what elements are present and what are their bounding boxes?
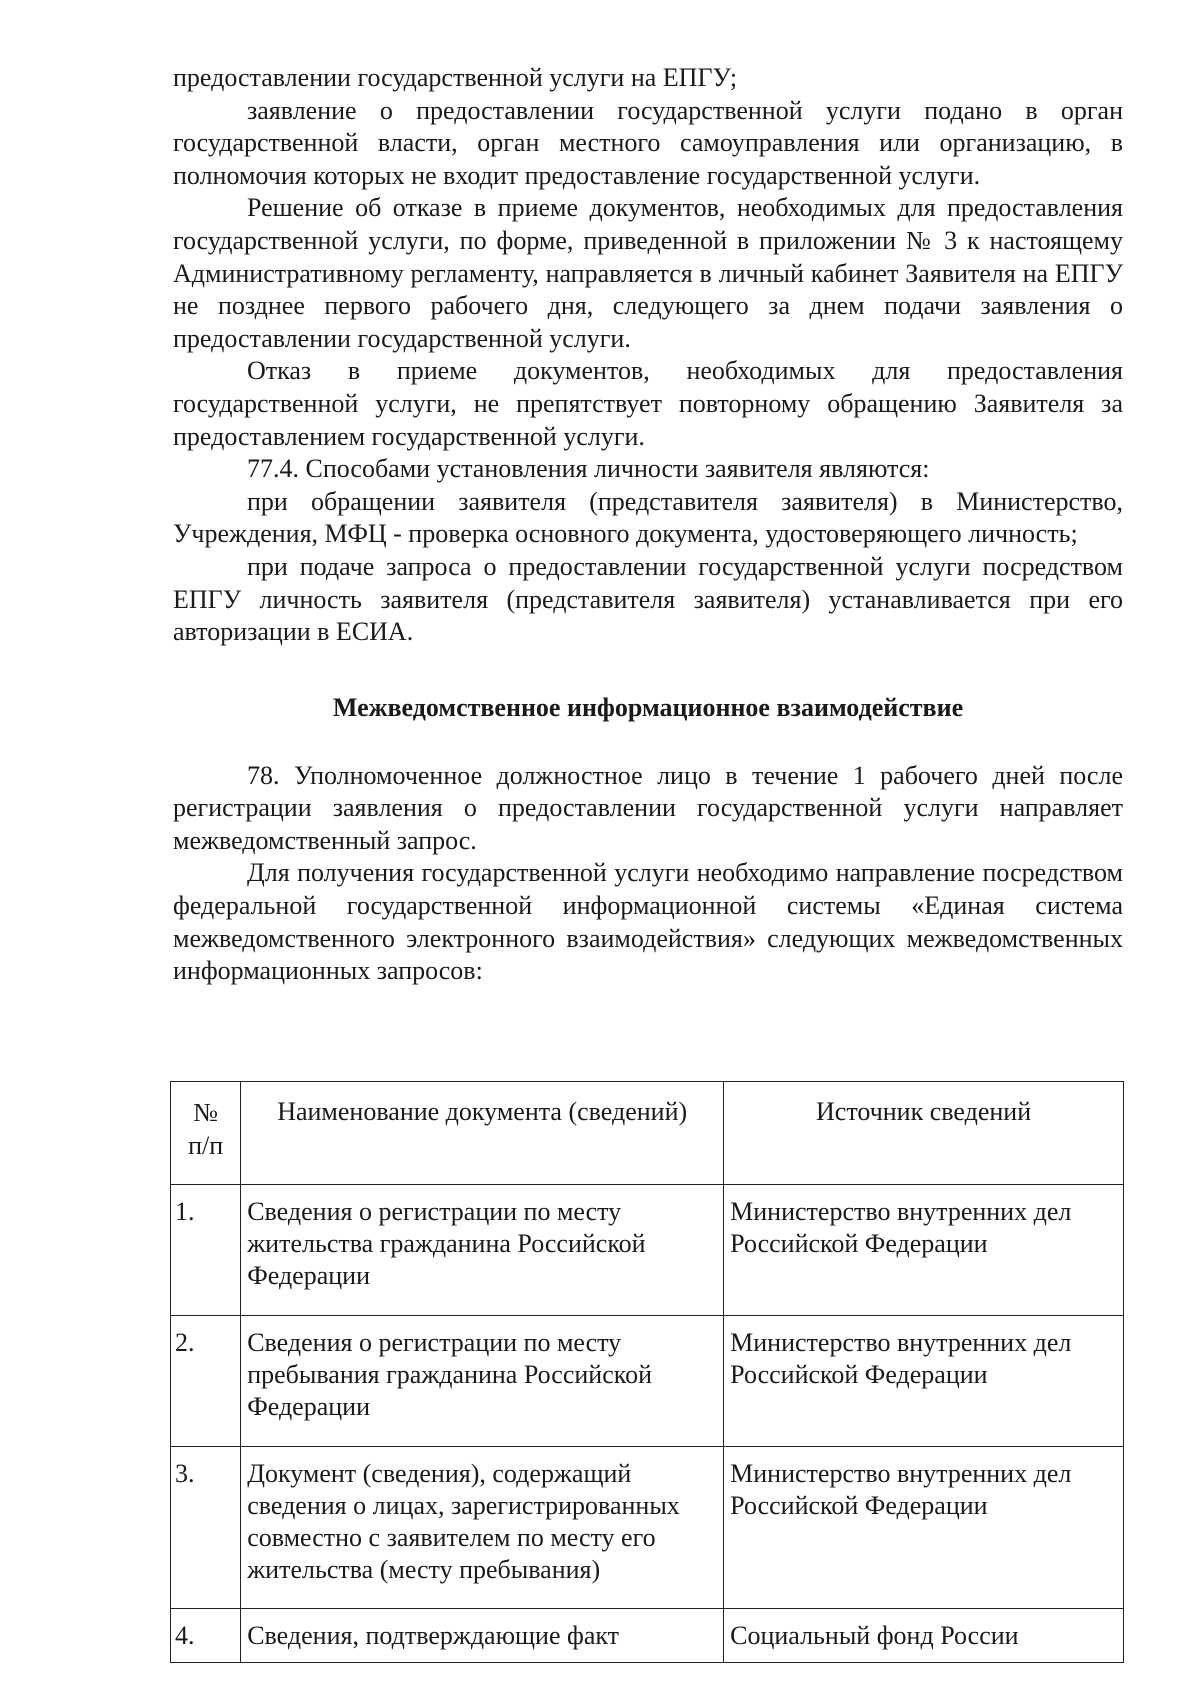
- table-row: [171, 1185, 1124, 1316]
- row-document-name: Сведения о регистрации по месту пребывания гражданина Российской Федерации: [241, 1316, 724, 1447]
- row-source: Министерство внутренних дел Российской Федерации: [724, 1185, 1124, 1316]
- interagency-requests-table: [170, 1081, 1124, 1663]
- table-row: [171, 1609, 1124, 1663]
- row-number: 2.: [171, 1316, 241, 1447]
- row-source: Министерство внутренних дел Российской Федерации: [724, 1447, 1124, 1609]
- document-page: [173, 62, 1123, 988]
- header-number-abbr: п/п: [188, 1131, 224, 1160]
- row-source: Министерство внутренних дел Российской Федерации: [724, 1316, 1124, 1447]
- header-name-cell: Наименование документа (сведений): [241, 1082, 724, 1185]
- header-source-cell: Источник сведений: [724, 1082, 1124, 1185]
- row-document-name: Сведения о регистрации по месту жительства гражданина Российской Федерации: [241, 1185, 724, 1316]
- row-document-name: Документ (сведения), содержащий сведения о лицах, зарегистрированных совместно с заявителем по месту его жительства (месту пребывания): [241, 1447, 724, 1609]
- header-number-sign: №: [193, 1098, 219, 1127]
- paragraph: Решение об отказе в приеме документов, необходимых для предоставления государственной услуги, по форме, приведенной в приложении № 3 к настоящему Административному регламенту, направляется в личный кабинет Заявителя на ЕПГУ не позднее первого рабочего дня, следующего за днем подачи заявления о предоставлении государственной услуги.: [173, 193, 1123, 353]
- table-row: [171, 1316, 1124, 1447]
- paragraph: предоставлении государственной услуги на ЕПГУ;: [173, 63, 738, 92]
- row-number: 4.: [171, 1609, 241, 1663]
- paragraph: при обращении заявителя (представителя заявителя) в Министерство, Учреждения, МФЦ - проверка основного документа, удостоверяющего личность;: [173, 486, 1123, 549]
- table-header-row: [171, 1082, 1124, 1185]
- header-number-cell: [171, 1082, 241, 1185]
- row-source: Социальный фонд России: [724, 1609, 1124, 1663]
- paragraph: 77.4. Способами установления личности заявителя являются:: [247, 454, 930, 484]
- paragraph: Для получения государственной услуги необходимо направление посредством федеральной государственной информационной системы «Единая система межведомственного электронного взаимодействия» следующих межведомственных информационных запросов:: [173, 858, 1123, 986]
- paragraph: 78. Уполномоченное должностное лицо в течение 1 рабочего дней после регистрации заявления о предоставлении государственной услуги направляет межведомственный запрос.: [173, 760, 1123, 855]
- row-number: 1.: [171, 1185, 241, 1316]
- row-document-name: Сведения, подтверждающие факт: [241, 1609, 724, 1663]
- row-number: 3.: [171, 1447, 241, 1609]
- paragraph: при подаче запроса о предоставлении государственной услуги посредством ЕПГУ личность заявителя (представителя заявителя) устанавливается при его авторизации в ЕСИА.: [173, 551, 1123, 647]
- table-row: [171, 1447, 1124, 1609]
- section-heading: Межведомственное информационное взаимодействие: [332, 692, 964, 722]
- paragraph: заявление о предоставлении государственной услуги подано в орган государственной власти, орган местного самоуправления или организацию, в полномочия которых не входит предоставление государственной услуги.: [173, 95, 1123, 190]
- paragraph: Отказ в приеме документов, необходимых для предоставления государственной услуги, не препятствует повторному обращению Заявителя за предоставлением государственной услуги.: [173, 356, 1123, 451]
